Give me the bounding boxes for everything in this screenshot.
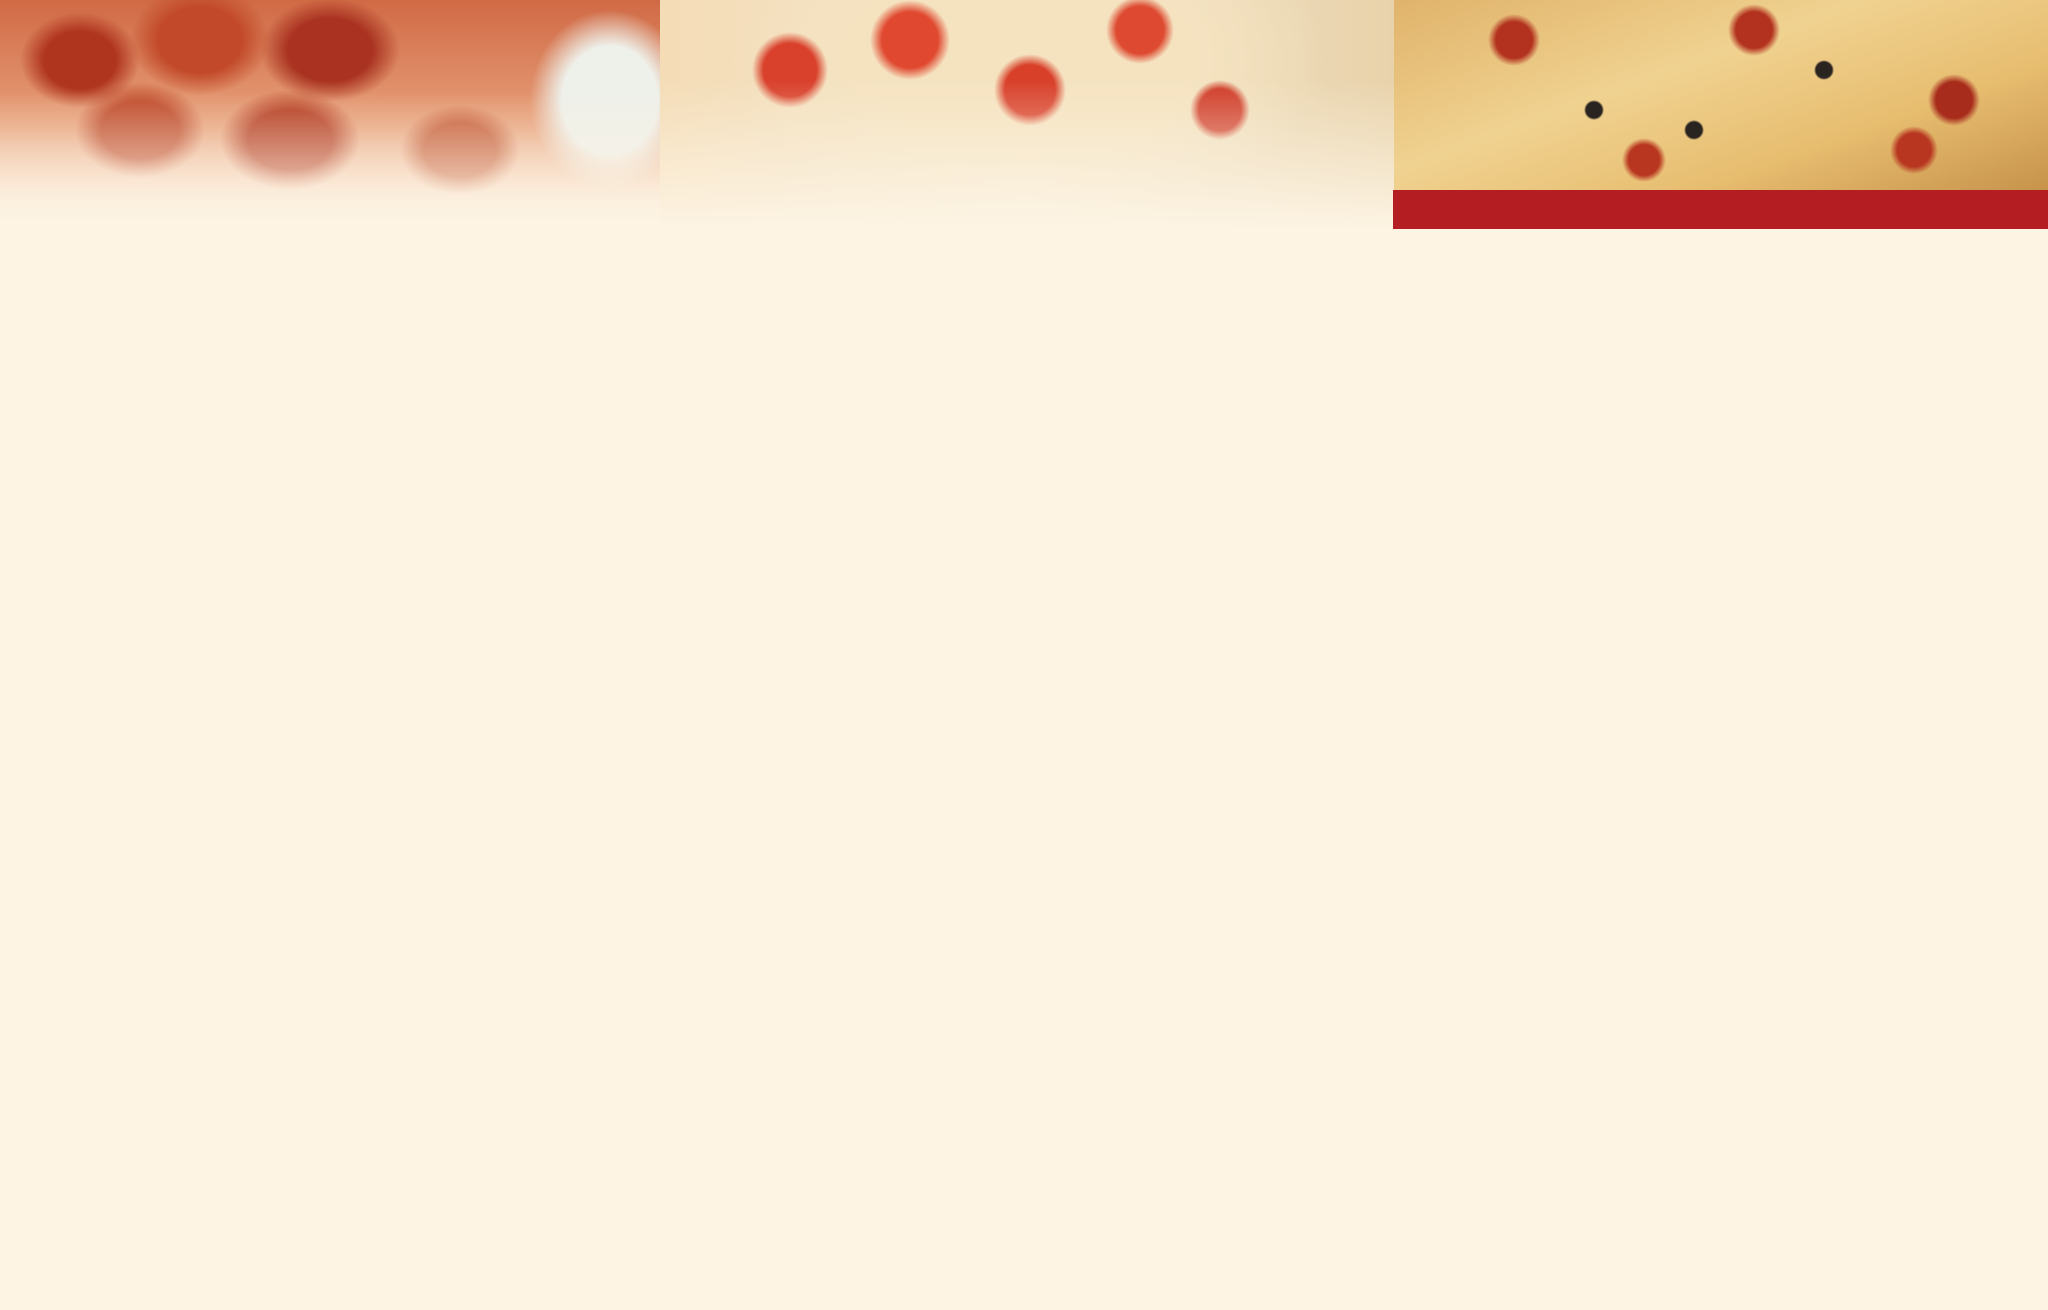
wings-photo	[0, 0, 680, 230]
specialty-pizza-photo	[1394, 0, 2048, 190]
pizza-photo	[660, 0, 1400, 230]
gluten-free-banner	[1393, 190, 2048, 229]
